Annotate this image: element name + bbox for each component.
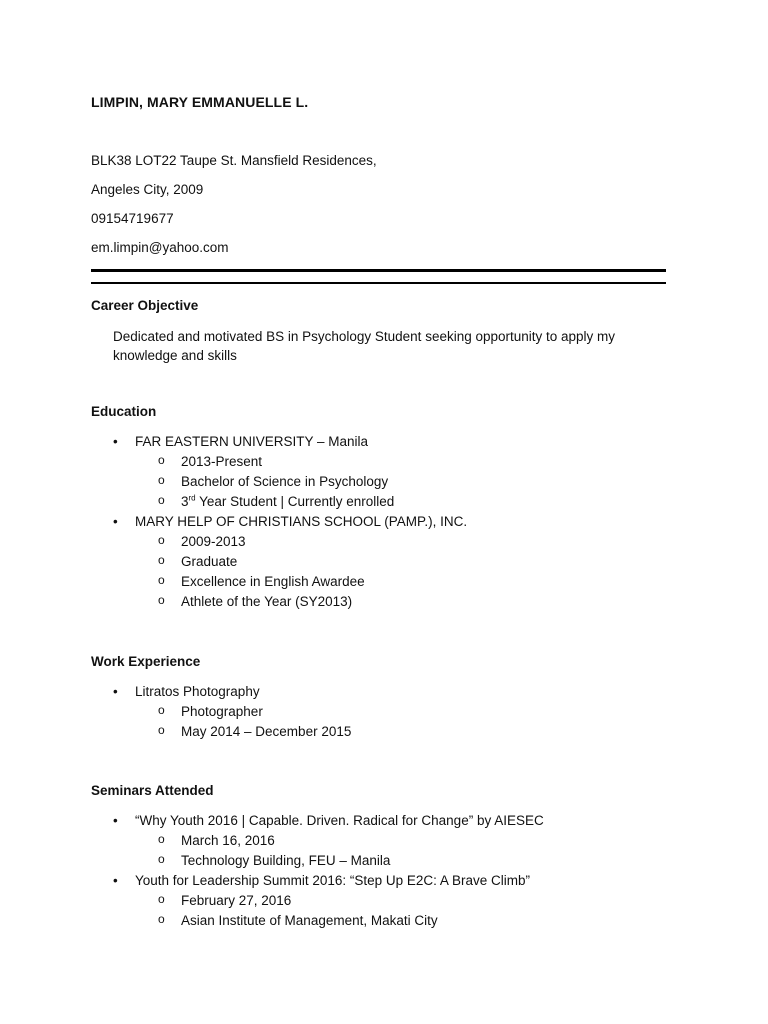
school-detail: 2009-2013 [181,534,246,549]
employer-name: Litratos Photography [135,684,260,699]
seminar-venue: Asian Institute of Management, Makati City [181,913,438,928]
sub-bullet-icon: o [158,892,165,906]
sub-bullet-icon: o [158,493,165,507]
seminar-date: March 16, 2016 [181,833,275,848]
school-detail: Excellence in English Awardee [181,574,365,589]
work-experience-heading: Work Experience [91,654,201,669]
seminar-title: “Why Youth 2016 | Capable. Driven. Radical for Change” by AIESEC [135,813,544,828]
address-line-1: BLK38 LOT22 Taupe St. Mansfield Residences, [91,153,377,168]
bullet-icon: • [113,873,118,888]
school-detail: 2013-Present [181,454,263,469]
year-number: 3 [181,494,189,509]
school-detail [181,494,394,509]
sub-bullet-icon: o [158,912,165,926]
year-status: Year Student | Currently enrolled [195,494,395,509]
school-detail: Bachelor of Science in Psychology [181,474,389,489]
seminar-date: February 27, 2016 [181,893,292,908]
seminars-heading: Seminars Attended [91,783,214,798]
applicant-name: LIMPIN, MARY EMMANUELLE L. [91,94,309,110]
bullet-icon: • [113,434,118,449]
career-objective-heading: Career Objective [91,298,199,313]
school-name: MARY HELP OF CHRISTIANS SCHOOL (PAMP.), INC. [135,514,468,529]
bullet-icon: • [113,813,118,828]
job-period: May 2014 – December 2015 [181,724,352,739]
year-suffix: rd [188,493,196,503]
sub-bullet-icon: o [158,852,165,866]
address-line-2: Angeles City, 2009 [91,182,204,197]
seminar-title: Youth for Leadership Summit 2016: “Step Up E2C: A Brave Climb” [135,873,530,888]
seminar-venue: Technology Building, FEU – Manila [181,853,391,868]
career-objective-text: Dedicated and motivated BS in Psychology Student seeking opportunity to apply my knowledge and skills [113,329,616,363]
sub-bullet-icon: o [158,703,165,717]
sub-bullet-icon: o [158,573,165,587]
sub-bullet-icon: o [158,593,165,607]
education-heading: Education [91,404,157,419]
divider-thin [91,282,666,284]
school-detail: Athlete of the Year (SY2013) [181,594,353,609]
bullet-icon: • [113,514,118,529]
sub-bullet-icon: o [158,533,165,547]
sub-bullet-icon: o [158,473,165,487]
email-address: em.limpin@yahoo.com [91,240,229,255]
sub-bullet-icon: o [158,832,165,846]
divider-thick [91,269,666,272]
school-detail: Graduate [181,554,238,569]
phone-number: 09154719677 [91,211,174,226]
sub-bullet-icon: o [158,553,165,567]
job-title: Photographer [181,704,263,719]
sub-bullet-icon: o [158,453,165,467]
bullet-icon: • [113,684,118,699]
sub-bullet-icon: o [158,723,165,737]
school-name: FAR EASTERN UNIVERSITY – Manila [135,434,369,449]
